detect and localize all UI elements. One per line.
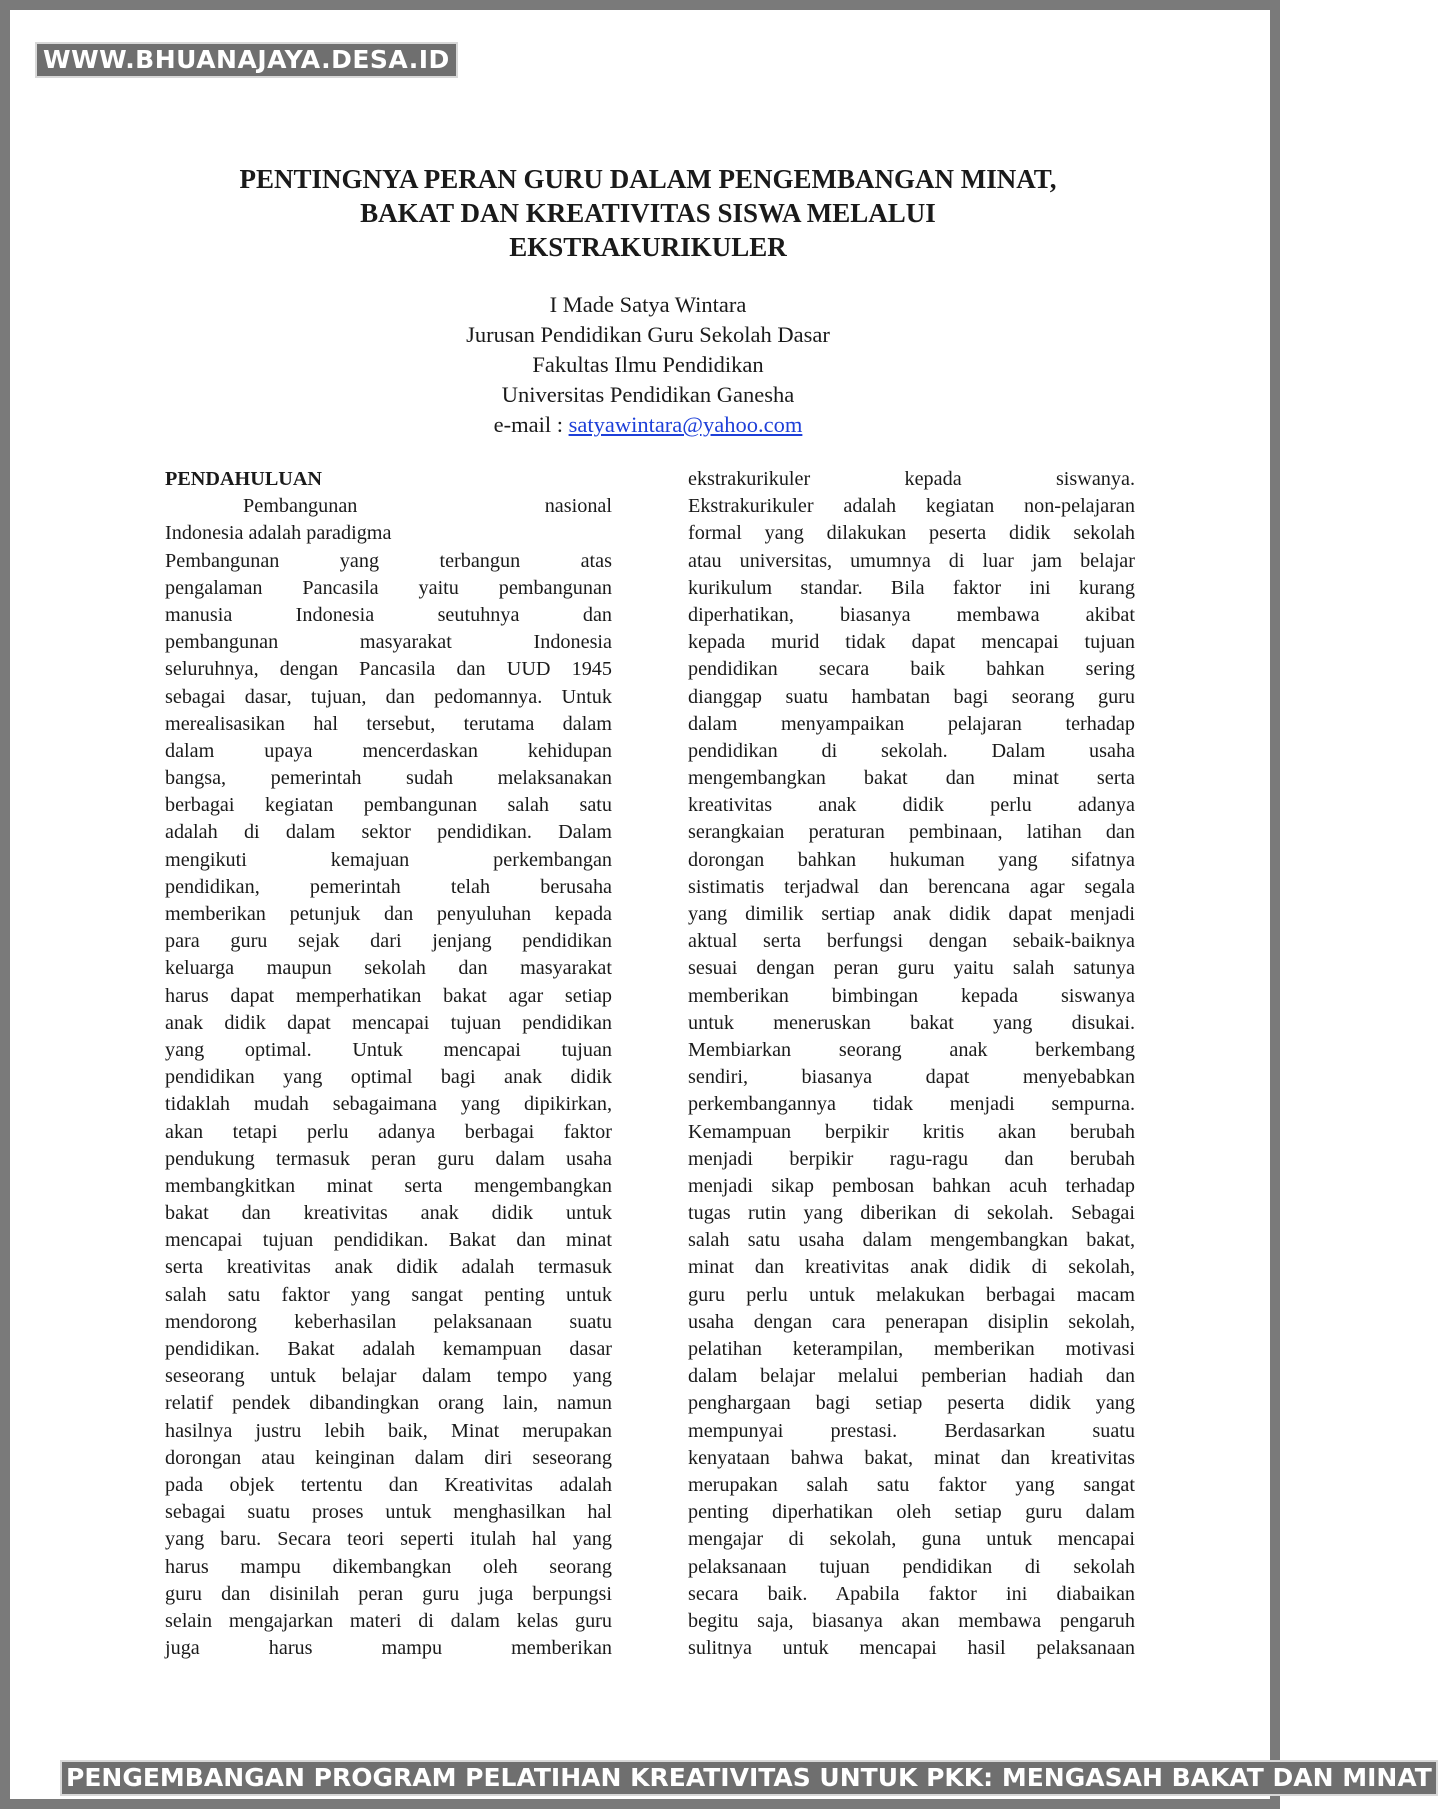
text-line: mempunyai prestasi. Berdasarkan suatu [688,1419,1135,1442]
text-line: kreativitas anak didik perlu adanya [688,794,1135,817]
text-line: dorongan atau keinginan dalam diri seseorang [165,1446,612,1469]
text-line: pendidikan secara baik bahkan sering [688,658,1135,681]
text-line: dalam belajar melalui pemberian hadiah dan [688,1365,1135,1388]
text-line: penting diperhatikan oleh setiap guru dalam [688,1501,1135,1524]
text-line: mencapai tujuan pendidikan. Bakat dan minat [165,1229,612,1252]
text-line: pendidikan, pemerintah telah berusaha [165,875,612,898]
text-line: Indonesia adalah paradigma [165,522,392,545]
text-line: anak didik dapat mencapai tujuan pendidikan [165,1011,612,1034]
text-line: ekstrakurikuler kepada siswanya. [688,468,1135,490]
text-line: diperhatikan, biasanya membawa akibat [688,603,1135,626]
author-department: Jurusan Pendidikan Guru Sekolah Dasar [466,322,830,347]
text-line: Kemampuan berpikir kritis akan berubah [688,1120,1135,1143]
text-line: formal yang dilakukan peserta didik sekolah [688,522,1135,545]
title-line: PENTINGNYA PERAN GURU DALAM PENGEMBANGAN MINAT, [239,164,1057,194]
section-heading: PENDAHULUAN [165,468,323,490]
text-line: guru perlu untuk melakukan berbagai macam [688,1283,1135,1306]
text-line: menjadi sikap pembosan bahkan acuh terhadap [688,1174,1135,1197]
text-line: sesuai dengan peran guru yaitu salah satunya [688,957,1135,980]
text-line: akan tetapi perlu adanya berbagai faktor [165,1120,612,1143]
text-line: manusia Indonesia seutuhnya dan [165,603,612,626]
text-line: dianggap suatu hambatan bagi seorang guru [688,685,1135,708]
text-line: yang baru. Secara teori seperti itulah hal yang [165,1528,612,1551]
text-line: menjadi berpikir ragu-ragu dan berubah [688,1147,1135,1170]
author-email-line [210,410,1086,440]
text-line: berbagai kegiatan pembangunan salah satu [165,794,612,817]
text-line: sebagai dasar, tujuan, dan pedomannya. Untuk [165,685,612,708]
text-line: pada objek tertentu dan Kreativitas adalah [165,1473,612,1496]
text-line: bakat dan kreativitas anak didik untuk [165,1202,612,1225]
text-line: dorongan bahkan hukuman yang sifatnya [688,848,1135,871]
text-line: serta kreativitas anak didik adalah termasuk [165,1256,612,1279]
text-line: merealisasikan hal tersebut, terutama dalam [165,712,612,735]
text-line: harus mampu dikembangkan oleh seorang [165,1555,612,1578]
text-line: tugas rutin yang diberikan di sekolah. Sebagai [688,1202,1135,1225]
text-line: kenyataan bahwa bakat, minat dan kreativitas [688,1446,1135,1469]
text-line: untuk meneruskan bakat yang disukai. [688,1011,1135,1034]
text-line: keluarga maupun sekolah dan masyarakat [165,957,612,980]
text-line: pendidikan di sekolah. Dalam usaha [688,739,1135,762]
email-link[interactable]: satyawintara@yahoo.com [568,412,803,437]
text-line: juga harus mampu memberikan [165,1637,612,1660]
text-line: seseorang untuk belajar dalam tempo yang [165,1365,612,1388]
text-line: yang optimal. Untuk mencapai tujuan [165,1038,612,1061]
text-line: pendukung termasuk peran guru dalam usaha [165,1147,612,1170]
text-line: mendorong keberhasilan pelaksanaan suatu [165,1310,612,1333]
text-line: tidaklah mudah sebagaimana yang dipikirkan, [165,1093,612,1116]
text-line: harus dapat memperhatikan bakat agar setiap [165,984,612,1007]
text-line: secara baik. Apabila faktor ini diabaikan [688,1582,1135,1605]
text-line: Membiarkan seorang anak berkembang [688,1038,1135,1061]
author-faculty: Fakultas Ilmu Pendidikan [532,352,764,377]
title-line: EKSTRAKURIKULER [509,232,787,262]
text-line: dalam menyampaikan pelajaran terhadap [688,712,1135,735]
text-line: kurikulum standar. Bila faktor ini kurang [688,576,1135,599]
text-line: salah satu usaha dalam mengembangkan bakat, [688,1229,1135,1252]
text-line: pendidikan. Bakat adalah kemampuan dasar [165,1338,612,1360]
author-university: Universitas Pendidikan Ganesha [501,382,795,407]
text-line: serangkaian peraturan pembinaan, latihan dan [688,821,1135,844]
text-line: Ekstrakurikuler adalah kegiatan non-pelajaran [688,495,1135,518]
text-line: mengikuti kemajuan perkembangan [165,848,612,871]
text-line: sistimatis terjadwal dan berencana agar segala [688,875,1135,898]
text-line: sendiri, biasanya dapat menyebabkan [688,1066,1135,1089]
text-line: merupakan salah satu faktor yang sangat [688,1473,1135,1496]
left-column [165,466,612,1662]
text-line: atau universitas, umumnya di luar jam belajar [688,549,1135,572]
title-line: BAKAT DAN KREATIVITAS SISWA MELALUI [360,198,936,228]
text-line: pelatihan keterampilan, memberikan motivasi [688,1338,1135,1360]
text-line: Pembangunan nasional [243,495,612,518]
text-line: bangsa, pemerintah sudah melaksanakan [165,767,612,790]
text-line: sebagai suatu proses untuk menghasilkan hal [165,1501,612,1524]
text-line: seluruhnya, dengan Pancasila dan UUD 1945 [165,658,612,681]
caption-banner: PENGEMBANGAN PROGRAM PELATIHAN KREATIVITAS UNTUK PKK: MENGASAH BAKAT DAN MINAT [60,1760,1438,1796]
text-line: aktual serta berfungsi dengan sebaik-baiknya [688,930,1135,953]
text-line: begitu saja, biasanya akan membawa pengaruh [688,1609,1135,1632]
text-line: para guru sejak dari jenjang pendidikan [165,930,612,953]
text-line: salah satu faktor yang sangat penting untuk [165,1283,612,1306]
site-watermark: WWW.BHUANAJAYA.DESA.ID [35,42,458,78]
text-line: hasilnya justru lebih baik, Minat merupakan [165,1419,612,1442]
text-line: relatif pendek dibandingkan orang lain, namun [165,1392,612,1415]
text-line: pembangunan masyarakat Indonesia [165,631,612,654]
text-line: memberikan petunjuk dan penyuluhan kepada [165,903,612,925]
text-line: guru dan disinilah peran guru juga berpungsi [165,1582,612,1605]
text-line: minat dan kreativitas anak didik di sekolah, [688,1256,1135,1279]
right-column [688,466,1135,1662]
text-line: penghargaan bagi setiap peserta didik yang [688,1392,1135,1415]
paper-title [160,162,1136,264]
text-line: usaha dengan cara penerapan disiplin sekolah, [688,1310,1135,1333]
text-line: yang dimilik sertiap anak didik dapat menjadi [688,903,1135,925]
author-name: I Made Satya Wintara [549,292,747,317]
text-line: selain mengajarkan materi di dalam kelas guru [165,1609,612,1632]
text-line: membangkitkan minat serta mengembangkan [165,1174,612,1197]
text-line: perkembangannya tidak menjadi sempurna. [688,1093,1135,1116]
text-line: dalam upaya mencerdaskan kehidupan [165,739,612,762]
text-line: pelaksanaan tujuan pendidikan di sekolah [688,1555,1135,1578]
email-label: e-mail : [493,412,569,437]
text-line: memberikan bimbingan kepada siswanya [688,984,1135,1007]
text-line: kepada murid tidak dapat mencapai tujuan [688,631,1135,654]
text-line: mengembangkan bakat dan minat serta [688,767,1135,790]
text-line: adalah di dalam sektor pendidikan. Dalam [165,821,612,844]
text-line: pengalaman Pancasila yaitu pembangunan [165,576,612,599]
text-line: Pembangunan yang terbangun atas [165,549,612,572]
text-line: sulitnya untuk mencapai hasil pelaksanaan [688,1637,1135,1660]
author-block [210,290,1086,440]
text-line: pendidikan yang optimal bagi anak didik [165,1066,612,1089]
text-line: mengajar di sekolah, guna untuk mencapai [688,1528,1135,1551]
